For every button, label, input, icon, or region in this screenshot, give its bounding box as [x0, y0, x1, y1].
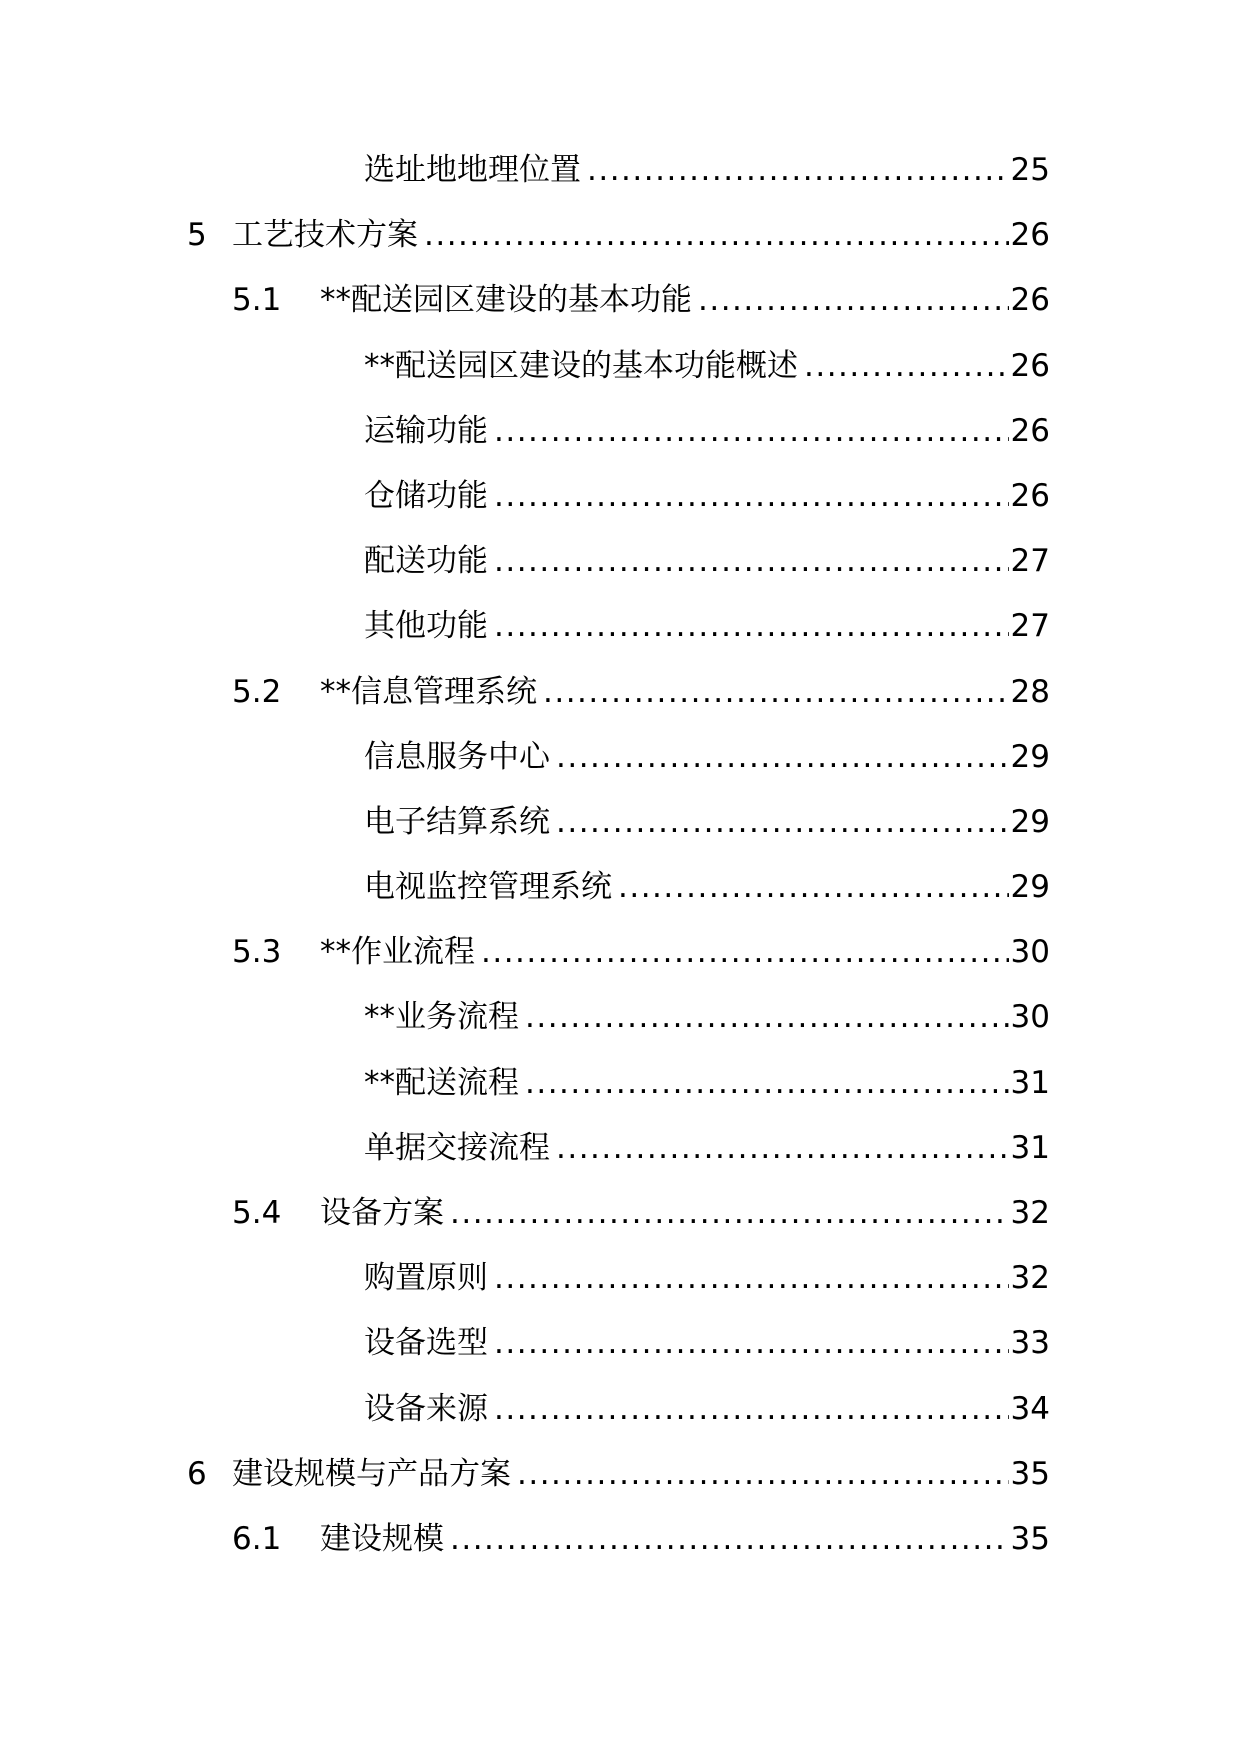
toc-entry-title: 设备来源: [364, 1390, 488, 1427]
toc-page-number: 29: [1010, 869, 1050, 906]
toc-entry[interactable]: [0, 997, 1241, 1062]
toc-section-number: 6: [187, 1455, 207, 1492]
toc-entry-body: [232, 215, 1050, 255]
toc-entry[interactable]: [0, 150, 1241, 215]
toc-entry[interactable]: [0, 867, 1241, 932]
toc-entry[interactable]: [0, 1258, 1241, 1323]
toc-section-number: 5.3: [232, 934, 282, 971]
toc-entry-title: 单据交接流程: [364, 1129, 550, 1166]
toc-page-number: 32: [1010, 1260, 1050, 1297]
toc-entry-body: [320, 1519, 1050, 1559]
toc-page-number: 31: [1010, 1129, 1050, 1166]
toc-entry-body: [364, 476, 1050, 516]
toc-entry[interactable]: [0, 1128, 1241, 1193]
toc-page-number: 26: [1010, 347, 1050, 384]
toc-entry-body: [364, 150, 1050, 190]
toc-entry[interactable]: [0, 606, 1241, 671]
dot-leader: [556, 802, 1009, 842]
toc-entry-title: 电子结算系统: [364, 803, 550, 840]
toc-entry-body: [364, 737, 1050, 777]
toc-entry-body: [364, 606, 1050, 646]
toc-entry-title: **业务流程: [364, 999, 519, 1036]
dot-leader: [494, 541, 1009, 581]
toc-entry-body: [364, 411, 1050, 451]
toc-page-number: 27: [1010, 608, 1050, 645]
dot-leader: [450, 1519, 1009, 1559]
dot-leader: [543, 672, 1009, 712]
toc-entry-body: [364, 1258, 1050, 1298]
toc-entry-body: [364, 867, 1050, 907]
toc-page-number: 31: [1010, 1064, 1050, 1101]
dot-leader: [494, 1389, 1009, 1429]
toc-section-number: 5.2: [232, 673, 282, 710]
toc-entry-title: **配送园区建设的基本功能概述: [364, 347, 798, 384]
toc-section-number: 5.1: [232, 282, 282, 319]
toc-page-number: 30: [1010, 934, 1050, 971]
toc-entry[interactable]: [0, 1063, 1241, 1128]
dot-leader: [494, 476, 1009, 516]
toc-entry[interactable]: [0, 1454, 1241, 1519]
toc-entry-body: [364, 346, 1050, 386]
toc-section-number: 5: [187, 217, 207, 254]
toc-page-number: 28: [1010, 673, 1050, 710]
toc-entry-title: **信息管理系统: [320, 673, 537, 710]
toc-entry-body: [232, 1454, 1050, 1494]
toc-page-number: 27: [1010, 543, 1050, 580]
dot-leader: [494, 1323, 1009, 1363]
toc-entry-body: [364, 1128, 1050, 1168]
toc-page-number: 26: [1010, 282, 1050, 319]
dot-leader: [494, 606, 1009, 646]
dot-leader: [450, 1193, 1009, 1233]
toc-entry-title: 工艺技术方案: [232, 217, 418, 254]
toc-section-number: 6.1: [232, 1520, 282, 1557]
toc-entry-body: [364, 1063, 1050, 1103]
toc-page-number: 35: [1010, 1455, 1050, 1492]
dot-leader: [618, 867, 1009, 907]
toc-page-number: 33: [1010, 1325, 1050, 1362]
toc-entry-title: 运输功能: [364, 412, 488, 449]
toc-entry[interactable]: [0, 476, 1241, 541]
toc-entry[interactable]: [0, 1519, 1241, 1584]
toc-entry-title: 建设规模: [320, 1520, 444, 1557]
toc-entry-title: 其他功能: [364, 608, 488, 645]
toc-entry-body: [364, 1323, 1050, 1363]
toc-page-number: 29: [1010, 738, 1050, 775]
toc-entry-body: [364, 997, 1050, 1037]
dot-leader: [698, 280, 1009, 320]
toc-page-number: 26: [1010, 217, 1050, 254]
toc-page-number: 25: [1010, 152, 1050, 188]
toc-entry-title: 设备方案: [320, 1195, 444, 1231]
dot-leader: [587, 150, 1009, 190]
dot-leader: [494, 411, 1009, 451]
toc-section-number: 5.4: [232, 1195, 282, 1231]
toc-entry-title: 配送功能: [364, 543, 488, 580]
toc-entry[interactable]: [0, 346, 1241, 411]
toc-entry[interactable]: [0, 215, 1241, 280]
table-of-contents: [0, 150, 1241, 1584]
toc-page-number: 34: [1010, 1390, 1050, 1427]
toc-entry-body: [364, 802, 1050, 842]
toc-entry-body: [364, 1389, 1050, 1429]
toc-entry[interactable]: [0, 802, 1241, 867]
dot-leader: [525, 997, 1009, 1037]
toc-entry-body: [320, 280, 1050, 320]
toc-page-number: 35: [1010, 1520, 1050, 1557]
toc-entry-title: **配送园区建设的基本功能: [320, 282, 692, 319]
toc-entry-body: [364, 541, 1050, 581]
toc-entry[interactable]: [0, 541, 1241, 606]
toc-entry[interactable]: [0, 672, 1241, 737]
toc-entry-title: 购置原则: [364, 1260, 488, 1297]
toc-entry[interactable]: [0, 1389, 1241, 1454]
toc-entry-body: [320, 932, 1050, 972]
toc-entry-body: [320, 1193, 1050, 1233]
dot-leader: [525, 1063, 1009, 1103]
toc-entry-title: 仓储功能: [364, 477, 488, 514]
toc-entry-title: **配送流程: [364, 1064, 519, 1101]
toc-page-number: 26: [1010, 477, 1050, 514]
toc-entry-title: **作业流程: [320, 934, 475, 971]
toc-entry[interactable]: [0, 737, 1241, 802]
toc-entry[interactable]: [0, 932, 1241, 997]
toc-entry-title: 电视监控管理系统: [364, 869, 612, 906]
toc-entry[interactable]: [0, 411, 1241, 476]
dot-leader: [494, 1258, 1009, 1298]
dot-leader: [556, 737, 1009, 777]
toc-entry[interactable]: [0, 1323, 1241, 1388]
toc-page-number: 26: [1010, 412, 1050, 449]
toc-page-number: 29: [1010, 803, 1050, 840]
toc-entry-title: 设备选型: [364, 1325, 488, 1362]
dot-leader: [556, 1128, 1009, 1168]
dot-leader: [481, 932, 1009, 972]
toc-entry[interactable]: [0, 280, 1241, 345]
toc-entry-title: 建设规模与产品方案: [232, 1455, 511, 1492]
dot-leader: [424, 215, 1009, 255]
dot-leader: [517, 1454, 1009, 1494]
toc-page-number: 30: [1010, 999, 1050, 1036]
toc-entry-body: [320, 672, 1050, 712]
toc-entry-title: 信息服务中心: [364, 738, 550, 775]
toc-entry-title: 选址地地理位置: [364, 152, 581, 188]
toc-entry[interactable]: [0, 1193, 1241, 1258]
toc-page-number: 32: [1010, 1195, 1050, 1231]
dot-leader: [804, 346, 1009, 386]
